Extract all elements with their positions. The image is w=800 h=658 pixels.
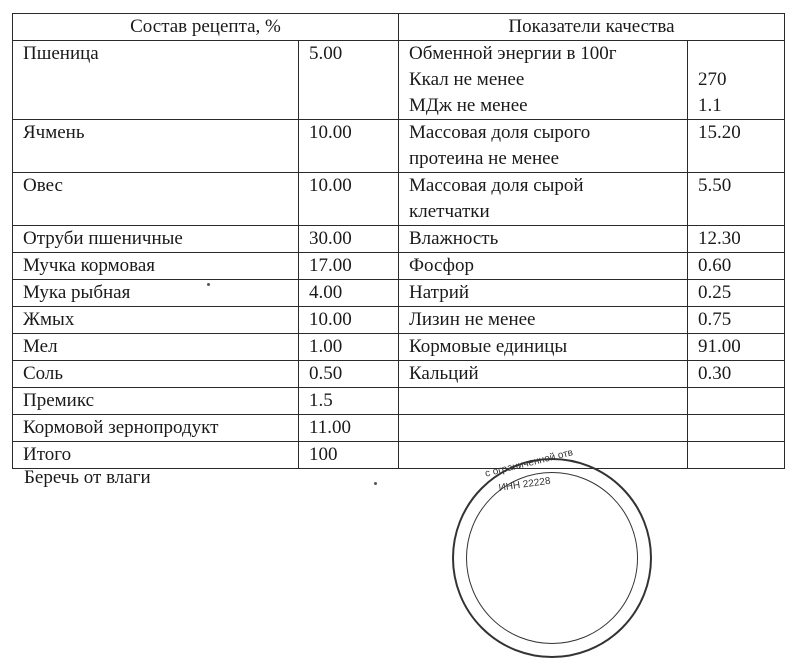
amount-cell: 10.00: [299, 307, 399, 334]
indicator-cell: Фосфор: [399, 253, 688, 280]
amount-cell: 30.00: [299, 226, 399, 253]
indicator-cell: Кормовые единицы: [399, 334, 688, 361]
value-cell: [688, 388, 785, 415]
indicator-line: клетчатки: [409, 201, 490, 222]
value-cell: [688, 415, 785, 442]
table-row: [13, 120, 785, 173]
storage-note: Беречь от влаги: [24, 467, 151, 488]
amount-cell: 17.00: [299, 253, 399, 280]
value-cell: 5.50: [688, 173, 785, 226]
ingredient-cell: Отруби пшеничные: [13, 226, 299, 253]
indicator-cell: Влажность: [399, 226, 688, 253]
indicator-line: Обменной энергии в 100г: [409, 43, 617, 64]
amount-cell: 5.00: [299, 41, 399, 120]
indicator-line: Массовая доля сырой: [409, 175, 584, 196]
amount-cell: 10.00: [299, 173, 399, 226]
stamp-inner-ring: [466, 472, 638, 644]
value-gap: [698, 41, 784, 67]
table-row: [13, 361, 785, 388]
indicator-cell: Кальций: [399, 361, 688, 388]
stamp-outer-text: с ограниченной отв: [484, 447, 575, 480]
ingredient-cell: Мел: [13, 334, 299, 361]
table-row: [13, 442, 785, 469]
table-row: [13, 226, 785, 253]
ingredient-cell: Соль: [13, 361, 299, 388]
value-cell: 15.20: [688, 120, 785, 173]
ingredient-cell: Мука рыбная: [13, 280, 299, 307]
value-cell: 0.75: [688, 307, 785, 334]
table-row: [13, 415, 785, 442]
table-row: [13, 173, 785, 226]
company-stamp: [452, 447, 652, 658]
indicator-cell: [399, 388, 688, 415]
amount-cell: 11.00: [299, 415, 399, 442]
value-cell: [688, 442, 785, 469]
table-row: [13, 253, 785, 280]
value-cell: 12.30: [688, 226, 785, 253]
indicator-line: протеина не менее: [409, 148, 560, 169]
scan-speck: [374, 482, 377, 485]
table-row: [13, 388, 785, 415]
amount-cell: 1.00: [299, 334, 399, 361]
value-line: 1.1: [698, 95, 722, 116]
table-row: [13, 334, 785, 361]
indicator-line: Ккал не менее: [409, 69, 525, 90]
ingredient-cell: Мучка кормовая: [13, 253, 299, 280]
amount-cell: 4.00: [299, 280, 399, 307]
ingredient-cell: Премикс: [13, 388, 299, 415]
stamp-inner-text: ИНН 22228: [498, 475, 552, 494]
header-row: [13, 14, 785, 41]
indicator-cell: [399, 120, 688, 173]
header-recipe: Состав рецепта, %: [13, 14, 399, 41]
ingredient-cell: Жмых: [13, 307, 299, 334]
recipe-table: [12, 13, 785, 469]
ingredient-cell: Овес: [13, 173, 299, 226]
ingredient-cell: Итого: [13, 442, 299, 469]
amount-cell: 0.50: [299, 361, 399, 388]
table-row: [13, 280, 785, 307]
recipe-document: [12, 13, 785, 469]
indicator-cell: [399, 173, 688, 226]
value-cell: [688, 41, 785, 120]
ingredient-cell: Кормовой зернопродукт: [13, 415, 299, 442]
value-line: 270: [698, 69, 727, 90]
header-quality: Показатели качества: [399, 14, 785, 41]
indicator-line: МДж не менее: [409, 95, 528, 116]
indicator-cell: Лизин не менее: [399, 307, 688, 334]
scan-speck: [207, 283, 210, 286]
amount-cell: 10.00: [299, 120, 399, 173]
ingredient-cell: Пшеница: [13, 41, 299, 120]
amount-cell: 100: [299, 442, 399, 469]
indicator-cell: [399, 415, 688, 442]
amount-cell: 1.5: [299, 388, 399, 415]
value-cell: 0.60: [688, 253, 785, 280]
table-row: [13, 307, 785, 334]
value-cell: 0.30: [688, 361, 785, 388]
ingredient-cell: Ячмень: [13, 120, 299, 173]
value-cell: 0.25: [688, 280, 785, 307]
indicator-cell: [399, 41, 688, 120]
indicator-cell: Натрий: [399, 280, 688, 307]
indicator-line: Массовая доля сырого: [409, 122, 591, 143]
table-row: [13, 41, 785, 120]
value-cell: 91.00: [688, 334, 785, 361]
